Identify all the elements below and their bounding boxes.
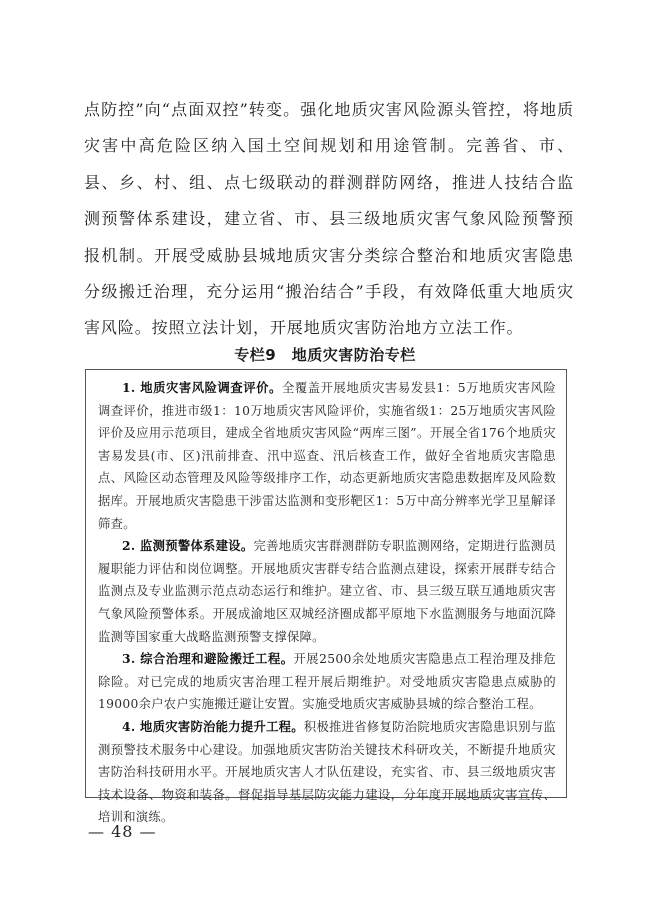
box-item-heading: 1. 地质灾害风险调查评价。 [122,380,282,395]
box-item-text: 全覆盖开展地质灾害易发县1：5万地质灾害风险调查评价，推进市级1：10万地质灾害风险评价，实施省级1：25万地质灾害风险评价及应用示范项目，建成全省地质灾害风险“两库三图”。开展全省176个地质灾害易发县(市、区)汛前排查、汛中巡查、汛后核查工作，做好全省地质灾害隐患点、风险区动态管理及风险等级排序工作，动态更新地质灾害隐患数据库及风险数据库。开展地质灾害隐患干涉雷达监测和变形靶区1：5万中高分辨率光学卫星解译筛查。 [98,381,556,531]
body-paragraph: 点防控”向“点面双控”转变。强化地质灾害风险源头管控，将地质灾害中高危险区纳入国土空间规划和用途管制。完善省、市、县、乡、村、组、点七级联动的群测群防网络，推进人技结合监测预警体系建设，建立省、市、县三级地质灾害气象风险预警预报机制。开展受威胁县城地质灾害分类综合整治和地质灾害隐患分级搬迁治理，充分运用“搬治结合”手段，有效降低重大地质灾害风险。按照立法计划，开展地质灾害防治地方立法工作。 [84,100,574,338]
box-item-text: 完善地质灾害群测群防专职监测网络，定期进行监测员履职能力评估和岗位调整。开展地质灾害群专结合监测点建设，探索开展群专结合监测点及专业监测示范点动态运行和维护。建立省、市、县三级互联互通地质灾害气象风险预警体系。开展成渝地区双城经济圈成都平原地下水监测服务与地面沉降监测等国家重大战略监测预警支撑保障。 [98,539,557,644]
page-number: — 48 — [88,822,157,841]
special-column-box [85,369,567,825]
box-item-3 [98,648,556,716]
box-title: 专栏9 地质灾害防治专栏 [234,346,416,364]
box-item-1 [98,377,556,535]
box-item-text: 积极推进省修复防治院地质灾害隐患识别与监测预警技术服务中心建设。加强地质灾害防治关键技术科研攻关，不断提升地质灾害防治科技研用水平。开展地质灾害人才队伍建设，充实省、市、县三级地质灾害技术设备、物资和装备。督促指导基层防灾能力建设，分年度开展地质灾害宣传、培训和演练。 [98,719,556,825]
box-item-4 [98,716,556,829]
box-item-2 [98,535,556,648]
box-item-heading: 4. 地质灾害防治能力提升工程。 [122,718,304,734]
box-item-heading: 3. 综合治理和避险搬迁工程。 [122,651,294,667]
box-item-heading: 2. 监测预警体系建设。 [122,538,254,554]
box-item-text: 开展2500余处地质灾害隐患点工程治理及排危除险。对已完成的地质灾害治理工程开展后期维护。对受地质灾害隐患点威胁的19000余户农户实施搬迁避让安置。实施受地质灾害威胁县城的综合整治工程。 [98,652,556,712]
body-text-block [84,92,574,347]
